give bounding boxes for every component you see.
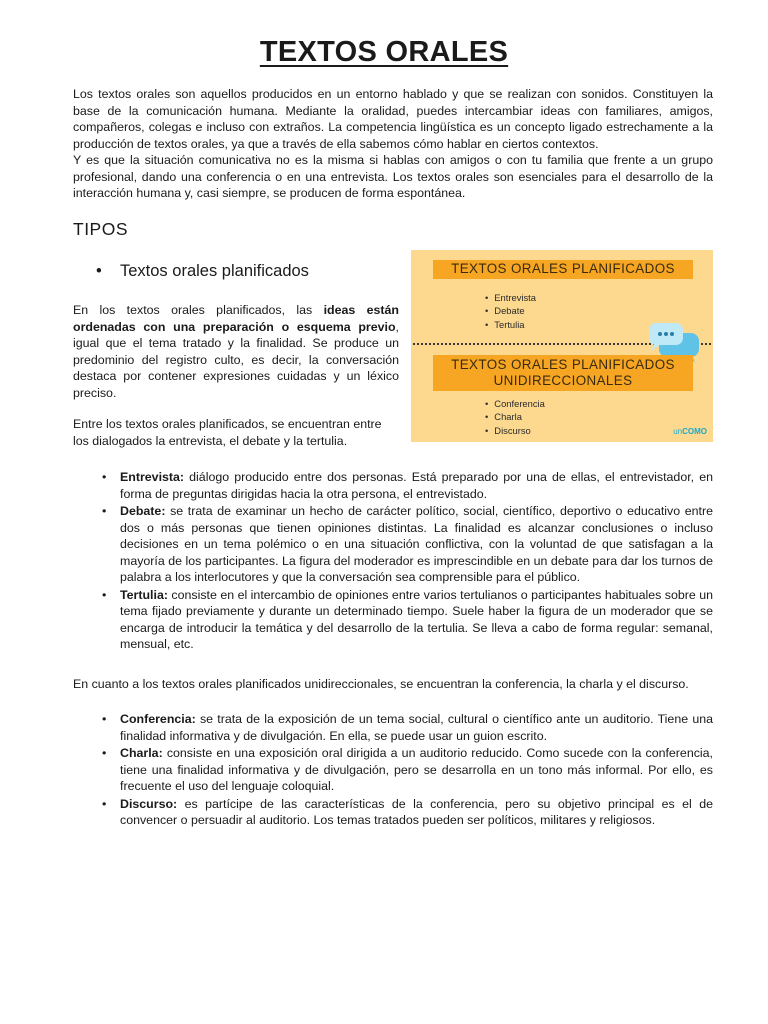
list-item: • Conferencia: se trata de la exposición de un tema social, cultural o científico ante un auditorio. Tiene una finalidad informativa y de divulgación. En ella, se puede usar un guion escrito.	[102, 712, 713, 743]
list-item: • Entrevista	[485, 291, 536, 304]
unidirectional-intro: En cuanto a los textos orales planificados unidireccionales, se encuentran la conferencia, la charla y el discurso.	[73, 677, 689, 691]
list-item: • Tertulia: consiste en el intercambio de opiniones entre varios tertulianos o participantes habituales sobre un tema fijado previamente y durante un determinado tiempo. Suele haber la figura de un moderador que se encarga de introducir la temática y del desarrollo de la tertulia. Se lleva a cabo de forma regular: semanal, mensual, etc.	[102, 587, 713, 651]
infographic	[411, 250, 713, 442]
list-item: • Discurso: es partícipe de las características de la conferencia, pero su objetivo principal es el de convencer o persuadir al auditorio. Los temas tratados pueden ser políticos, militares y religiosos.	[102, 796, 713, 827]
unidirectional-types-list	[98, 711, 713, 830]
bullet-icon: •	[102, 796, 107, 811]
bullet-icon: •	[96, 262, 102, 280]
list-item: • Discurso	[485, 424, 545, 437]
bullet-icon: •	[102, 587, 107, 602]
brand-logo: unCOMO	[673, 427, 707, 436]
planned-bold-phrase: ideas están ordenadas con una preparación o esquema previo	[73, 303, 399, 334]
page-title: TEXTOS ORALES	[259, 36, 509, 68]
list-item: • Debate	[485, 304, 536, 317]
infographic-list-unidirectional	[485, 397, 545, 437]
subsection-heading	[96, 262, 309, 281]
list-item: • Entrevista: diálogo producido entre dos personas. Está preparado por una de ellas, el entrevistador, en forma de preguntas dirigidas hacia la otra persona, el entrevistado.	[102, 470, 713, 501]
infographic-banner-planned: TEXTOS ORALES PLANIFICADOS	[433, 260, 693, 279]
bullet-icon: •	[102, 470, 107, 484]
planned-paragraph-1: En los textos orales planificados, las ideas están ordenadas con una preparación o esquema previo, igual que el tema tratado y la finalidad. Se produce un predominio del registro culto, es decir, la conversación destaca por contener expresiones cuidadas y un léxico preciso.	[73, 303, 399, 400]
list-item: • Charla: consiste en una exposición oral dirigida a un auditorio reducido. Como sucede con la conferencia, tiene una finalidad informativa y de divulgación, pero se desarrolla en un tono más informal. Por ello, es frecuente el uso del lenguaje coloquial.	[102, 746, 713, 793]
intro-paragraph-2: Y es que la situación comunicativa no es la misma si hablas con amigos o con tu familia que frente a un grupo profesional, dando una conferencia o en una entrevista. Los textos orales son esenciales para el desarrollo de la interacción humana y, casi siempre, se producen de forma espontánea.	[73, 153, 713, 200]
planned-paragraph-2: Entre los textos orales planificados, se encuentran entre los dialogados la entrevista, el debate y la tertulia.	[73, 417, 382, 448]
bullet-icon: •	[102, 746, 107, 760]
infographic-banner-unidirectional: TEXTOS ORALES PLANIFICADOS UNIDIRECCIONALES	[433, 355, 693, 391]
list-item: • Charla	[485, 410, 545, 423]
subsection-label: Textos orales planificados	[120, 262, 309, 280]
dialog-types-list	[98, 469, 713, 654]
bullet-icon: •	[102, 504, 107, 518]
list-item: • Conferencia	[485, 397, 545, 410]
list-item: • Debate: se trata de examinar un hecho de carácter político, social, científico, deportivo o educativo entre dos o más personas que tienen opiniones distintas. La finalidad es alcanzar conclusiones o incluso decisiones en un tema polémico o en una situación conflictiva, con la voluntad de que satisfagan a la mayoría de los participantes. La figura del moderador es imprescindible en un debate para dar los turnos de palabra a los interlocutores y que la conversación sea comprensible para el público.	[102, 504, 713, 584]
bullet-icon: •	[102, 712, 107, 726]
infographic-list-planned	[485, 291, 536, 331]
list-item: • Tertulia	[485, 318, 536, 331]
section-heading-tipos: TIPOS	[73, 219, 129, 239]
intro-paragraph-1: Los textos orales son aquellos producidos en un entorno hablado y que se realizan con sonidos. Constituyen la base de la comunicación humana. Mediante la oralidad, puedes intercambiar ideas con familiares, amigos, compañeros, colegas e incluso con extraños. La competencia lingüística es un concepto ligado estrechamente a la producción de textos orales, ya que a través de ella sabemos cómo hablar en ciertos contextos.	[73, 87, 713, 151]
